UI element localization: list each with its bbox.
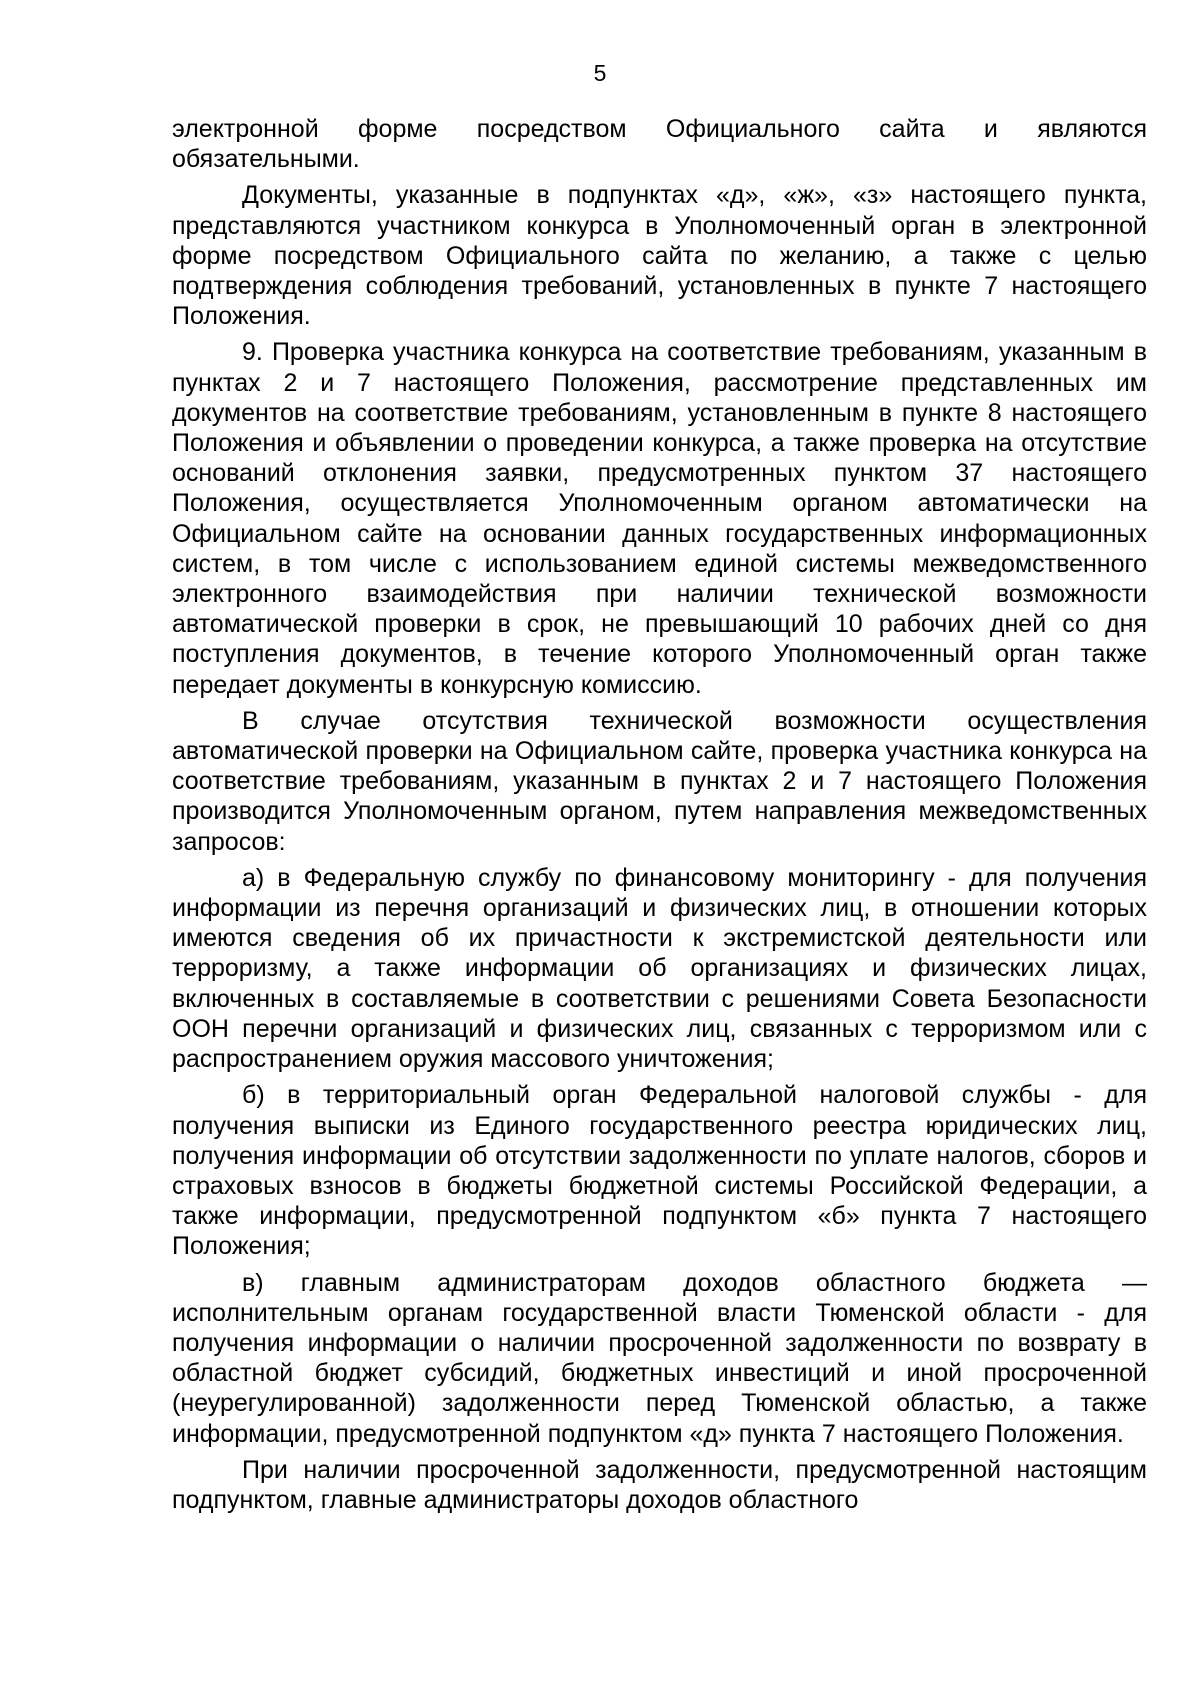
paragraph-subitem-b: б) в территориальный орган Федеральной налоговой службы - для получения выписки из Единого государственного реестра юридических лиц, получения информации об отсутствии задолженности по уплате налогов, сборов и страховых взносов в бюджеты бюджетной системы Российской Федерации, а также информации, предусмотренной подпунктом «б» пункта 7 настоящего Положения; [172,1081,1147,1261]
paragraph-documents-optional: Документы, указанные в подпунктах «д», «ж», «з» настоящего пункта, представляются участником конкурса в Уполномоченный орган в электронной форме посредством Официального сайта по желанию, а также с целью подтверждения соблюдения требований, установленных в пункте 7 настоящего Положения. [172,181,1147,331]
paragraph-manual-check: В случае отсутствия технической возможности осуществления автоматической проверки на Официальном сайте, проверка участника конкурса на соответствие требованиям, указанным в пунктах 2 и 7 настоящего Положения производится Уполномоченным органом, путем направления межведомственных запросов: [172,706,1147,856]
page-number: 5 [593,60,607,86]
paragraph-subitem-v: в) главным администраторам доходов областного бюджета — исполнительным органам государственной власти Тюменской области - для получения информации о наличии просроченной задолженности по возврату в областной бюджет субсидий, бюджетных инвестиций и иной просроченной (неурегулированной) задолженности перед Тюменской областью, а также информации, предусмотренной подпунктом «д» пункта 7 настоящего Положения. [172,1268,1147,1448]
paragraph-continuation: электронной форме посредством Официального сайта и являются обязательными. [172,115,1147,174]
paragraph-item-9: 9. Проверка участника конкурса на соответствие требованиям, указанным в пунктах 2 и 7 настоящего Положения, рассмотрение представленных им документов на соответствие требованиям, установленным в пункте 8 настоящего Положения и объявлении о проведении конкурса, а также проверка на отсутствие оснований отклонения заявки, предусмотренных пунктом 37 настоящего Положения, осуществляется Уполномоченным органом автоматически на Официальном сайте на основании данных государственных информационных систем, в том числе с использованием единой системы межведомственного электронного взаимодействия при наличии технической возможности автоматической проверки в срок, не превышающий 10 рабочих дней со дня поступления документов, в течение которого Уполномоченный орган также передает документы в конкурсную комиссию. [172,338,1147,699]
document-body [172,114,1147,1521]
paragraph-subitem-a: а) в Федеральную службу по финансовому мониторингу - для получения информации из перечня организаций и физических лиц, в отношении которых имеются сведения об их причастности к экстремистской деятельности или терроризму, а также информации об организациях и физических лицах, включенных в составляемые в соответствии с решениями Совета Безопасности ООН перечни организаций и физических лиц, связанных с терроризмом или с распространением оружия массового уничтожения; [172,863,1147,1074]
paragraph-overdue-debt: При наличии просроченной задолженности, предусмотренной настоящим подпунктом, главные администраторы доходов областного [172,1455,1147,1514]
